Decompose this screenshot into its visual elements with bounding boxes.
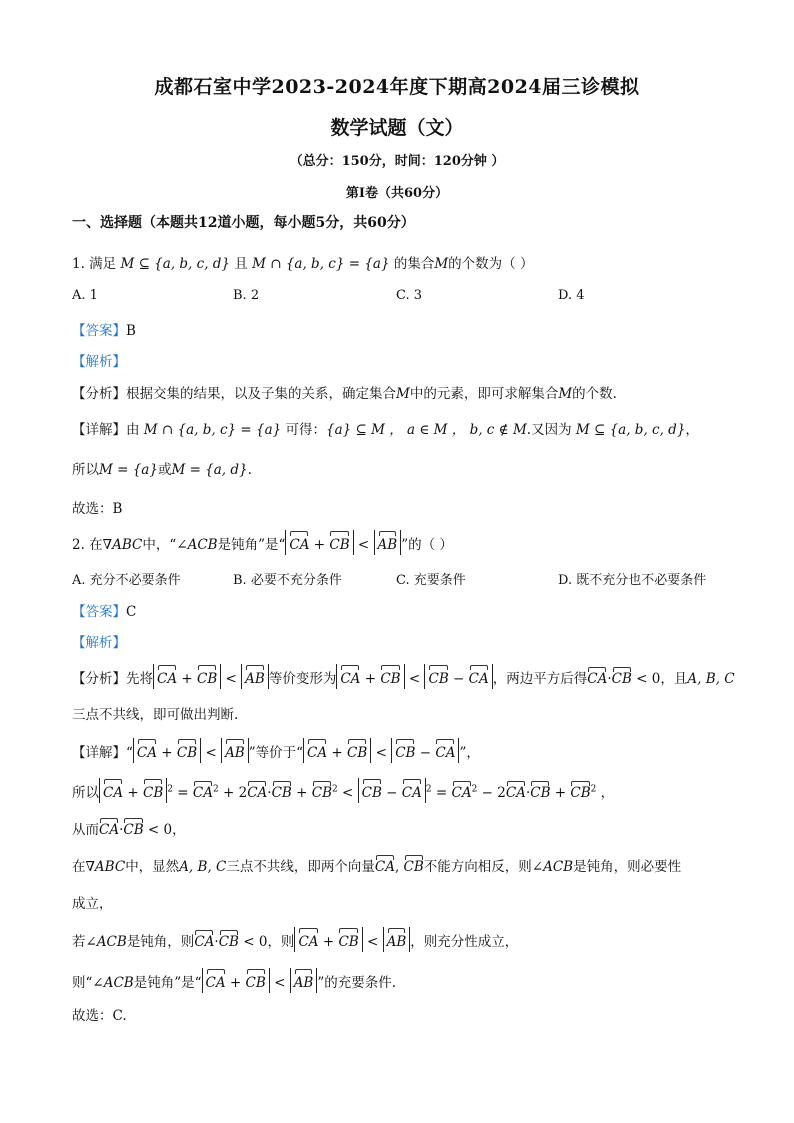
q1-analysis: 【分析】根据交集的结果，以及子集的关系，确定集合M中的元素，即可求解集合M的个数. xyxy=(72,386,617,402)
q2-hence: 从而CA·CB < 0， xyxy=(72,817,186,838)
volume-title: 第I卷（共60分） xyxy=(345,186,449,201)
q1-answer: 【答案】B xyxy=(72,323,136,339)
q1-option-c: C. 3 xyxy=(396,288,423,303)
q2-sufficiency: 若∠ACB是钝角，则CA·CB < 0，则 CA + CB < AB ，则充分性成立， xyxy=(72,927,518,952)
q2-necessity: 在∇ABC中，显然A, B, C三点不共线，即两个向量CA, CB不能方向相反，则∠ACB是钝角，则必要性 xyxy=(72,854,681,875)
exam-title: 成都石室中学2023-2024年度下期高2024届三诊模拟 xyxy=(154,76,640,98)
q2-option-c: C. 充要条件 xyxy=(396,573,466,588)
q2-stem: 2. 在∇ABC中，“∠ACB是钝角”是“ CA + CB < AB ”的（ ） xyxy=(72,530,453,555)
section-title: 一、选择题（本题共12道小题，每小题5分，共60分） xyxy=(72,215,415,231)
q2-analysis-line2: 三点不共线，即可做出判断. xyxy=(72,707,239,723)
q2-detail: 【详解】“ CA + CB < AB ”等价于“ CA + CB < CB − CA ”， xyxy=(72,738,480,763)
q2-analysis: 【分析】先将 CA + CB < AB 等价变形为 CA + CB < CB − CA ，两边平方后得CA·CB < 0，且A, B, C xyxy=(72,664,735,689)
exam-info: （总分：150分，时间：120分钟 ） xyxy=(289,154,505,169)
q1-choice: 故选：B xyxy=(72,501,123,517)
q1-option-b: B. 2 xyxy=(233,288,260,303)
q1-option-d: D. 4 xyxy=(558,288,585,303)
q2-answer: 【答案】C xyxy=(72,604,137,620)
q1-option-a: A. 1 xyxy=(72,288,98,303)
q2-conclusion: 则“∠ACB是钝角”是“ CA + CB < AB ”的充要条件. xyxy=(72,968,396,993)
q2-holds: 成立， xyxy=(72,896,113,912)
q1-analysis-heading: 【解析】 xyxy=(72,354,126,370)
q2-choice: 故选：C. xyxy=(72,1008,127,1024)
q2-option-b: B. 必要不充分条件 xyxy=(233,573,342,588)
q1-conclusion: 所以M = {a}或M = {a, d}. xyxy=(72,462,252,478)
q2-square-step: 所以 CA + CB $^2 = CA^2 + 2CA\cdot CB + CB^2$ < CB − CA $^2 = CA^2 - 2CA\cdot CB + CB^2$ ， xyxy=(72,778,614,803)
q2-analysis-heading: 【解析】 xyxy=(72,635,126,651)
q1-detail: 【详解】由 M ∩ {a, b, c} = {a} 可得：{a} ⊆ M ， a ∈ M ， b, c ∉ M.又因为 M ⊆ {a, b, c, d}， xyxy=(72,422,699,438)
q2-option-d: D. 既不充分也不必要条件 xyxy=(558,573,707,588)
exam-subtitle: 数学试题（文） xyxy=(330,117,464,139)
q2-option-a: A. 充分不必要条件 xyxy=(72,573,181,588)
q1-stem: 1. 满足 M ⊆ {a, b, c, d} 且 M ∩ {a, b, c} = {a} 的集合M的个数为（ ） xyxy=(72,256,534,272)
